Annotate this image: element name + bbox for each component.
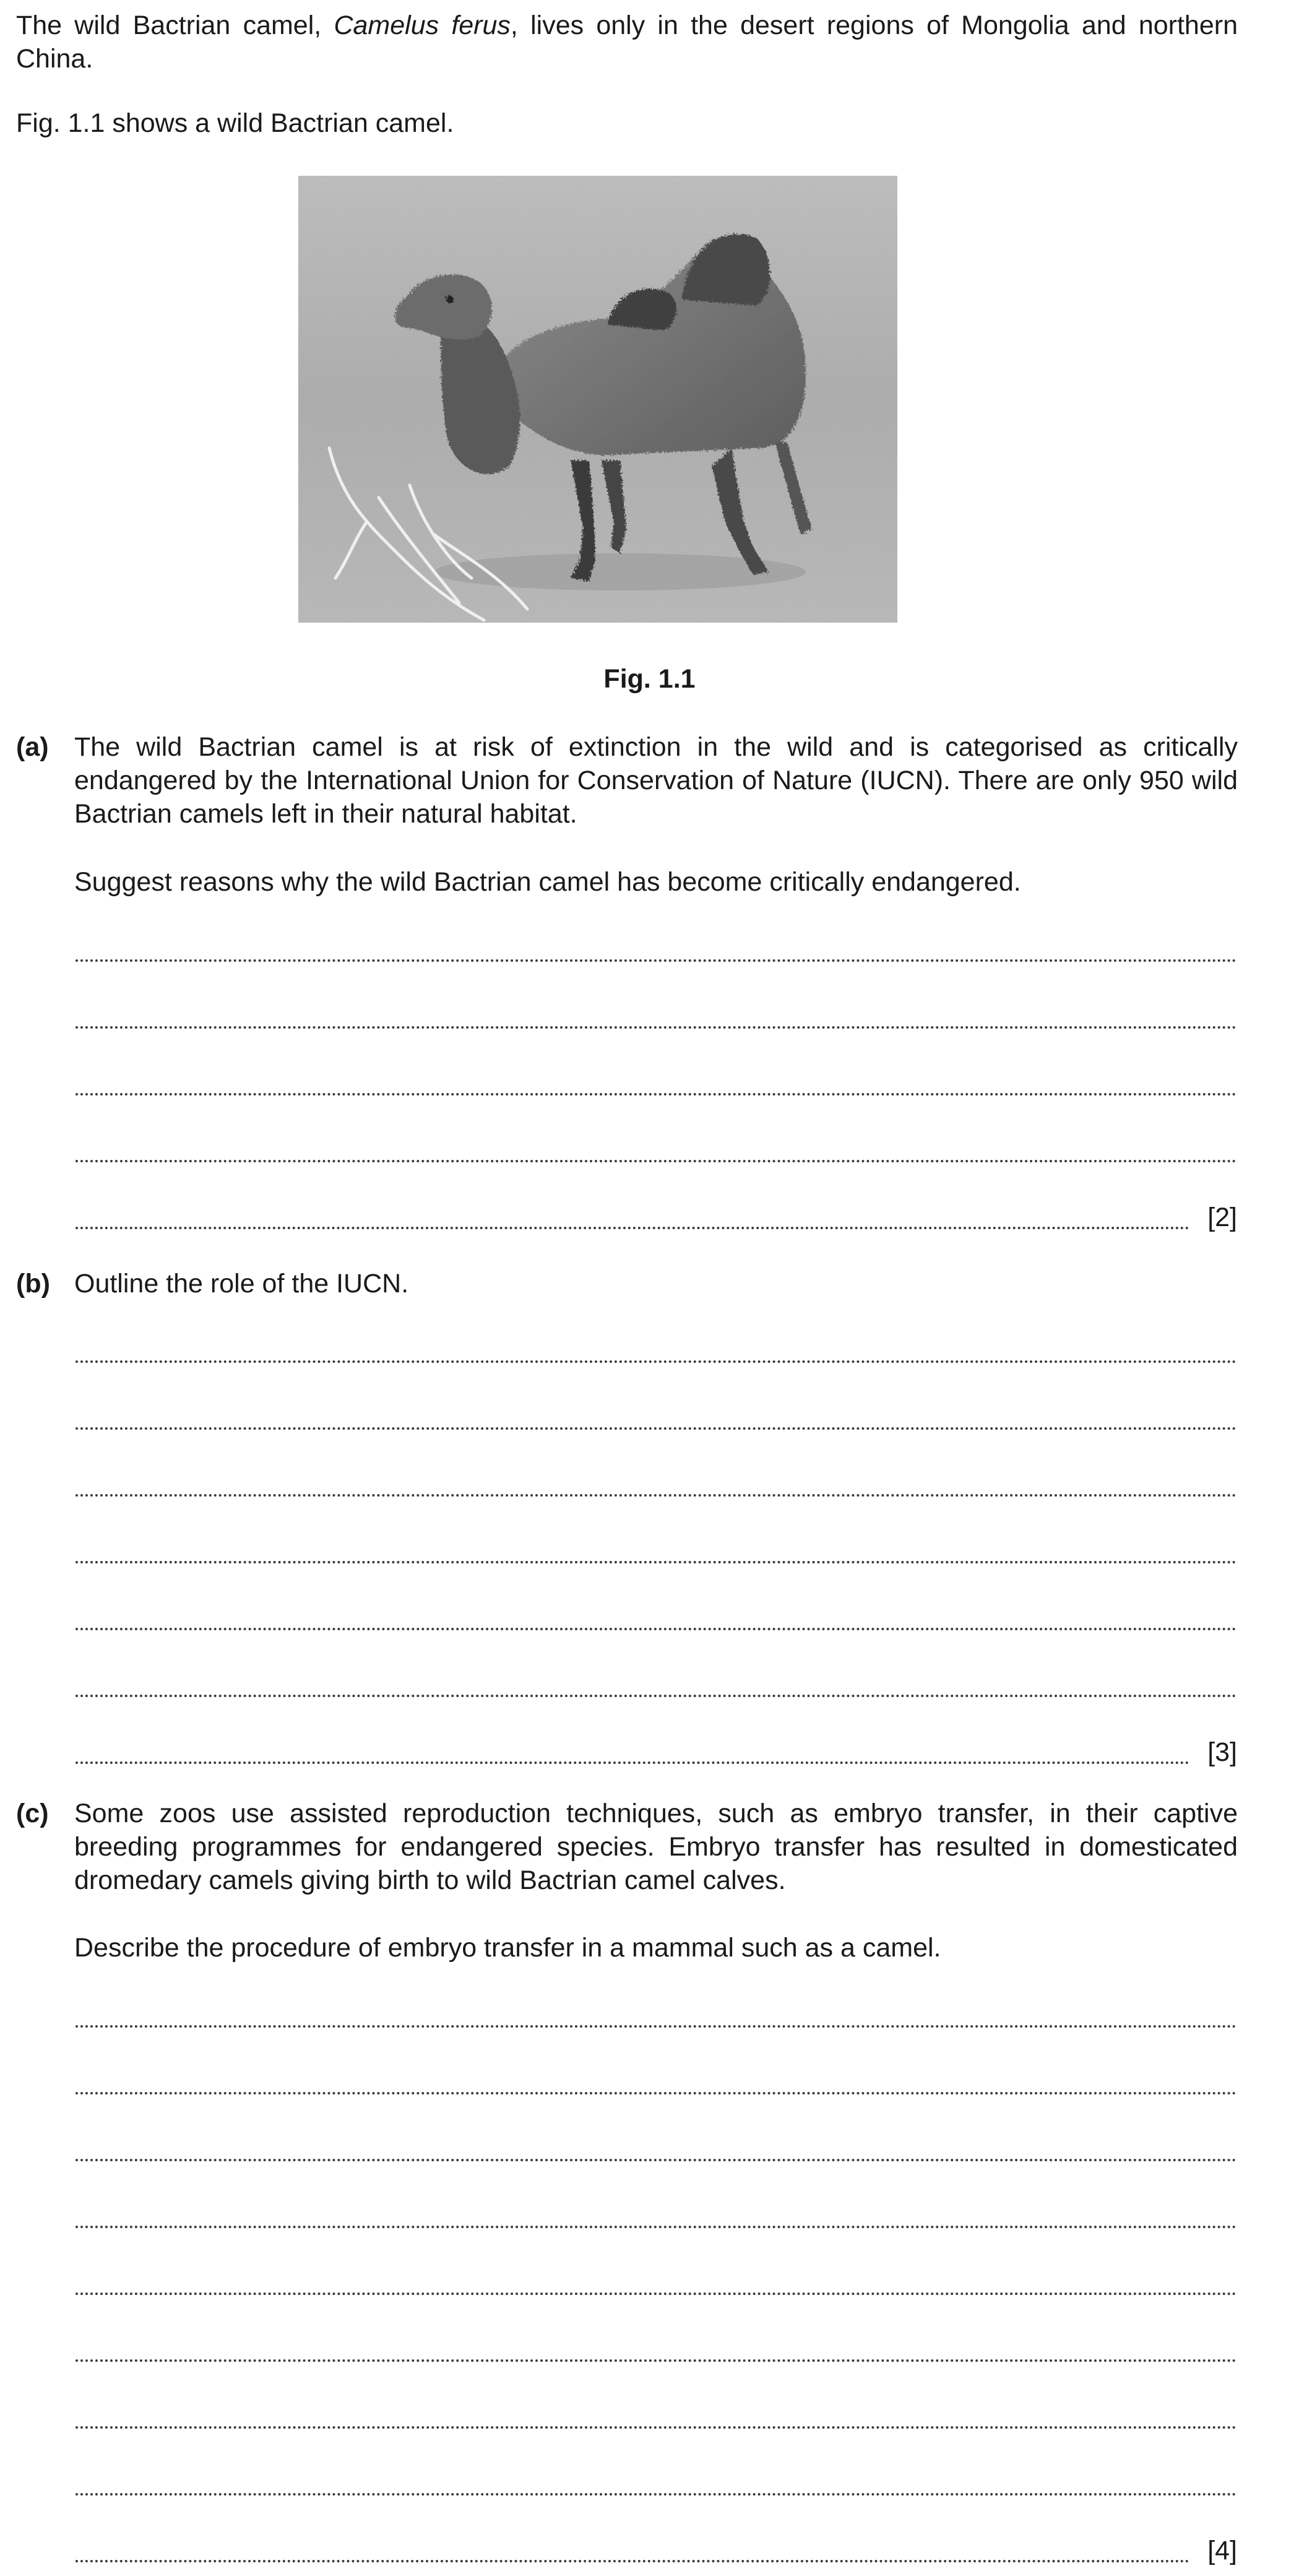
answer-line[interactable] (76, 2226, 1236, 2228)
answer-line[interactable] (76, 1160, 1236, 1162)
question-b-marks: [3] (1207, 1737, 1237, 1767)
answer-line[interactable] (76, 1093, 1236, 1096)
answer-line[interactable] (76, 1628, 1236, 1630)
answer-line[interactable] (76, 1561, 1236, 1563)
question-c-marks: [4] (1207, 2536, 1237, 2565)
intro-text-start: The wild Bactrian camel, (16, 11, 334, 40)
answer-line[interactable] (76, 1761, 1189, 1764)
answer-line[interactable] (76, 959, 1236, 962)
figure-reference: Fig. 1.1 shows a wild Bactrian camel. (16, 108, 454, 138)
intro-text-end: , lives only in the desert regions of Mongolia and northern China. (16, 11, 1238, 74)
answer-line[interactable] (76, 1026, 1236, 1029)
answer-line[interactable] (76, 2493, 1236, 2496)
species-name: Camelus ferus (334, 11, 511, 40)
question-a-label: (a) (16, 732, 49, 762)
answer-line[interactable] (76, 1360, 1236, 1363)
answer-line[interactable] (76, 2293, 1236, 2295)
answer-line[interactable] (76, 2560, 1189, 2562)
intro-paragraph (16, 9, 1238, 76)
answer-line[interactable] (76, 2426, 1236, 2429)
answer-line[interactable] (76, 1695, 1236, 1697)
answer-line[interactable] (76, 2025, 1236, 2028)
answer-line[interactable] (76, 2359, 1236, 2362)
camel-photo (298, 176, 897, 623)
question-a-prompt: Suggest reasons why the wild Bactrian camel has become critically endangered. (74, 867, 1021, 897)
question-c-text: Some zoos use assisted reproduction techniques, such as embryo transfer, in their captive breeding programmes for endangered species. Embryo transfer has resulted in domesticated dromedary camels giving birth to wild Bactrian camel calves. (74, 1799, 1238, 1895)
figure-caption: Fig. 1.1 (603, 664, 696, 694)
answer-line[interactable] (76, 1494, 1236, 1497)
question-c-label: (c) (16, 1799, 49, 1828)
question-b-prompt: Outline the role of the IUCN. (74, 1269, 409, 1299)
question-a-marks: [2] (1207, 1203, 1237, 1232)
answer-line[interactable] (76, 1227, 1189, 1229)
answer-line[interactable] (76, 2092, 1236, 2094)
question-a-text: The wild Bactrian camel is at risk of extinction in the wild and is categorised as critically endangered by the International Union for Conservation of Nature (IUCN). There are only 950 wild Bactrian camels left in their natural habitat. (74, 732, 1238, 829)
answer-line[interactable] (76, 1427, 1236, 1430)
question-c-prompt: Describe the procedure of embryo transfer in a mammal such as a camel. (74, 1933, 941, 1963)
answer-line[interactable] (76, 2159, 1236, 2161)
question-b-label: (b) (16, 1269, 50, 1299)
